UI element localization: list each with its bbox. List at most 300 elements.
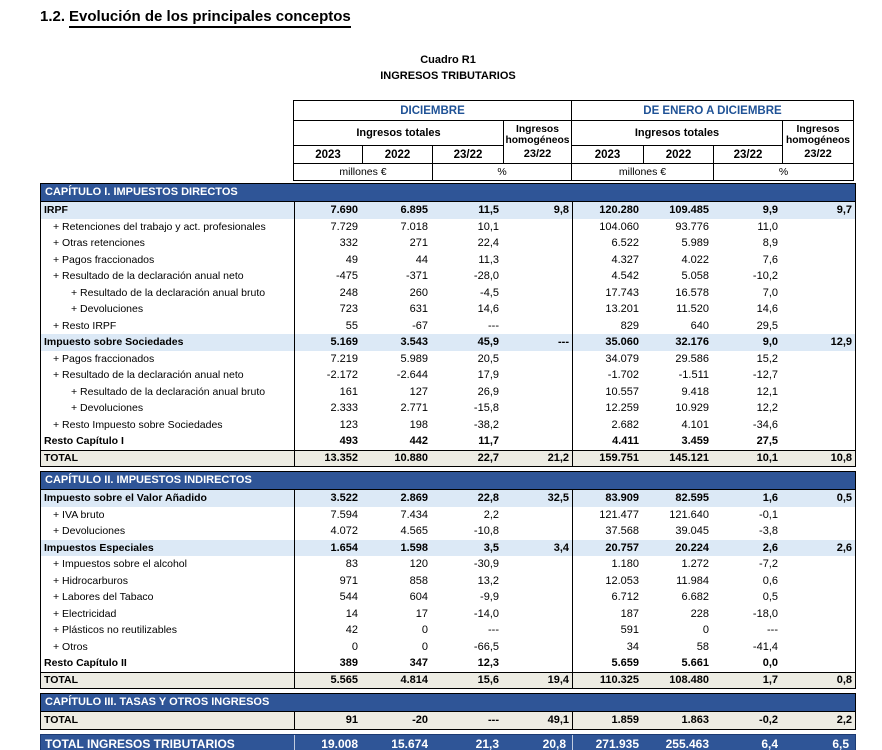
cell-value: 5.169 [330,336,358,349]
homogeneos-label: Ingresos homogéneos [785,123,851,147]
cell-value: 14,6 [477,303,499,316]
cell-value: 0,5 [762,591,778,604]
cell-value: 83.909 [605,492,639,505]
cell-value: --- [488,624,499,637]
section-header: CAPÍTULO III. TASAS Y OTROS INGRESOS [41,694,855,712]
cell-value: 49 [345,253,358,266]
grand-total-value: 6,5 [832,737,849,750]
cell-value: -0,2 [759,714,778,727]
row-label: + Hidrocarburos [41,573,295,590]
cell-value: 1.598 [400,541,428,554]
cell-value: 110.325 [599,674,639,687]
cell-value [505,507,573,524]
cell-value: 7.219 [330,352,358,365]
cell-value: 1.180 [611,558,639,571]
table-row [41,672,855,689]
cell-value: 7.018 [400,220,428,233]
table-row [41,384,855,401]
cell-value: 37.568 [605,525,639,538]
cell-value [505,433,573,450]
cell-value: 9,7 [836,204,852,217]
year-header-2022: 2022 [363,146,433,164]
cell-value: 347 [409,657,428,670]
table-caption-line2: INGRESOS TRIBUTARIOS [380,70,516,82]
cell-value: 161 [339,385,358,398]
grand-total-row [40,734,856,750]
cell-value: -1.511 [678,369,709,382]
table-caption [40,52,856,84]
cell-value [784,252,855,269]
cell-value [505,655,573,672]
row-label: + Impuestos sobre el alcohol [41,556,295,573]
cell-value [784,384,855,401]
grand-total-value: 255.463 [665,737,709,750]
cell-value [784,318,855,335]
cell-value: 20,5 [477,352,499,365]
cell-value [505,252,573,269]
table-row [41,367,855,384]
row-label: + Resto Impuesto sobre Sociedades [41,417,295,434]
cell-value [784,301,855,318]
cell-value: 11,3 [478,253,499,266]
cell-value [505,417,573,434]
cell-value: 4.101 [681,418,709,431]
cell-value: -2.644 [396,369,428,382]
cell-value: 1.859 [611,714,639,727]
cell-value: 11,5 [478,204,499,217]
cell-value: 829 [620,319,639,332]
cell-value: 22,7 [477,452,499,465]
cell-value: --- [488,714,499,727]
grand-total-value: 6,4 [761,737,778,750]
cell-value: -9,9 [480,591,499,604]
cell-value: 4.072 [330,525,358,538]
cell-value: 493 [339,435,358,448]
row-label: Resto Capítulo II [41,655,295,672]
year-header-2023: 2023 [572,146,644,164]
cell-value [505,556,573,573]
cell-value [505,219,573,236]
cell-value: 9,8 [505,202,573,219]
table-row [41,285,855,302]
cell-value: -41,4 [752,640,778,653]
unit-header-millones: millones € [294,164,433,181]
cell-value: -18,0 [752,607,778,620]
cell-value: 0 [421,640,428,653]
cell-value: 44 [415,253,428,266]
cell-value: 591 [620,624,639,637]
cell-value [784,507,855,524]
row-label: + Pagos fraccionados [41,252,295,269]
cell-value [505,285,573,302]
subheader-ingresos-totales: Ingresos totales [572,121,783,146]
grand-total-value: 271.935 [595,737,639,750]
cell-value: 29,5 [756,319,778,332]
cell-value: 8,9 [762,237,778,250]
cell-value: 3.543 [400,336,428,349]
cell-value: 10.929 [675,402,709,415]
cell-value: -12,7 [752,369,778,382]
cell-value: 1.654 [330,541,358,554]
unit-header-percent: % [433,164,572,181]
cell-value [505,606,573,623]
cell-value: 2,2 [483,508,499,521]
cell-value: 5.661 [681,657,709,670]
cell-value [505,351,573,368]
table-section [40,471,856,689]
cell-value [505,235,573,252]
cell-value [784,573,855,590]
cell-value: 108.480 [669,674,709,687]
grand-total-value: 21,3 [475,737,499,750]
cell-value: 123 [339,418,358,431]
cell-value [505,384,573,401]
cell-value [505,622,573,639]
cell-value: 34.079 [605,352,639,365]
cell-value: 260 [409,286,428,299]
cell-value: 9.418 [681,385,709,398]
cell-value: 0 [702,624,709,637]
table-row [41,417,855,434]
cell-value: 55 [345,319,358,332]
row-label: Impuesto sobre el Valor Añadido [41,490,295,507]
cell-value: 12,1 [756,385,778,398]
cell-value: -371 [405,270,428,283]
row-label: + Resultado de la declaración anual bruto [41,285,295,302]
cell-value: 5.659 [611,657,639,670]
grand-total-value: 19.008 [321,737,358,750]
cell-value [784,367,855,384]
cell-value [505,523,573,540]
cell-value: --- [767,624,778,637]
cell-value: -3,8 [759,525,778,538]
cell-value: 187 [620,607,639,620]
cell-value: -66,5 [473,640,499,653]
cell-value: 248 [339,286,358,299]
row-label: TOTAL [41,673,295,689]
cell-value: 2.682 [611,418,639,431]
cell-value: 1,7 [762,674,778,687]
table-row [41,219,855,236]
table-caption-line1: Cuadro R1 [420,54,476,66]
table-row [41,655,855,672]
table-row [41,433,855,450]
cell-value [505,639,573,656]
cell-value: 971 [339,574,358,587]
page-title [40,8,351,25]
cell-value: 12.053 [605,574,639,587]
cell-value: 4.327 [611,253,639,266]
cell-value: 11,0 [757,220,778,233]
cell-value: 7.434 [400,508,428,521]
cell-value: 15,6 [477,674,499,687]
cell-value: 0 [351,640,358,653]
cell-value: 9,0 [762,336,778,349]
cell-value [505,589,573,606]
row-label: + Plásticos no reutilizables [41,622,295,639]
cell-value: 121.477 [599,508,639,521]
row-label: + Devoluciones [41,301,295,318]
cell-value: 3,4 [505,540,573,557]
cell-value: 2,2 [836,714,852,727]
cell-value: 12,3 [477,657,499,670]
grand-total-value: 15.674 [391,737,428,750]
cell-value: 4.542 [611,270,639,283]
cell-value [784,606,855,623]
cell-value: 12,9 [830,336,852,349]
table-row [41,400,855,417]
cell-value: -30,9 [473,558,499,571]
cell-value: 7.690 [330,204,358,217]
cell-value: 6.522 [611,237,639,250]
section-header: CAPÍTULO I. IMPUESTOS DIRECTOS [41,184,855,202]
cell-value: 4.411 [612,435,639,448]
cell-value: 7.729 [330,220,358,233]
cell-value: 121.640 [669,508,709,521]
column-group-enero-diciembre: DE ENERO A DICIEMBRE [572,101,854,121]
cell-value: 640 [690,319,709,332]
cell-value: 11.984 [676,574,709,587]
cell-value: 14 [345,607,358,620]
table-row [41,712,855,729]
cell-value: -38,2 [473,418,499,431]
table-row [41,556,855,573]
cell-value [784,417,855,434]
table-body [40,183,856,750]
table-row [41,523,855,540]
cell-value: 12,2 [756,402,778,415]
cell-value [784,639,855,656]
table-row [41,589,855,606]
cell-value: 15,2 [756,352,778,365]
cell-value: 10.880 [394,452,428,465]
row-label: + Devoluciones [41,400,295,417]
section-header: CAPÍTULO II. IMPUESTOS INDIRECTOS [41,472,855,490]
page-title-text: Evolución de los principales conceptos [69,8,351,28]
row-label: IRPF [41,202,295,219]
cell-value: 0,5 [836,492,852,505]
cell-value: -475 [335,270,358,283]
cell-value [784,268,855,285]
subheader-ingresos-homogeneos [783,121,854,164]
cell-value: 858 [409,574,428,587]
year-header-ratio: 23/22 [433,146,504,164]
table-row [41,622,855,639]
table-row [41,606,855,623]
cell-value: -7,2 [759,558,778,571]
cell-value [784,235,855,252]
cell-value: 17 [415,607,428,620]
cell-value: 83 [345,558,358,571]
grand-total-label: TOTAL INGRESOS TRIBUTARIOS [41,735,295,750]
cell-value: 34 [626,640,639,653]
cell-value: 5.565 [330,674,358,687]
row-label: Impuestos Especiales [41,540,295,557]
cell-value: -0,1 [759,508,778,521]
cell-value: -14,0 [473,607,499,620]
cell-value: 35.060 [605,336,639,349]
cell-value: 10,8 [830,452,852,465]
cell-value: 6.895 [400,204,428,217]
table-row [41,318,855,335]
cell-value: 0,0 [762,657,778,670]
cell-value: 442 [409,435,428,448]
table-row [41,252,855,269]
table-row [41,490,855,507]
cell-value [784,351,855,368]
cell-value: 58 [696,640,709,653]
table-row [41,202,855,219]
cell-value: 5.989 [400,352,428,365]
cell-value: 2.771 [400,402,428,415]
year-header-ratio: 23/22 [714,146,783,164]
cell-value: 32.176 [675,336,709,349]
table-row [41,334,855,351]
cell-value: 16.578 [675,286,709,299]
cell-value [784,622,855,639]
row-label: + Otras retenciones [41,235,295,252]
row-label: + Retenciones del trabajo y act. profesionales [41,219,295,236]
cell-value: 9,9 [762,204,778,217]
cell-value: 29.586 [675,352,709,365]
cell-value: 2,6 [762,541,778,554]
year-header-2023: 2023 [294,146,363,164]
row-label: + Resto IRPF [41,318,295,335]
cell-value: 145.121 [669,452,709,465]
cell-value: 723 [339,303,358,316]
cell-value: 39.045 [675,525,709,538]
cell-value: 32,5 [505,490,573,507]
row-label: + Devoluciones [41,523,295,540]
cell-value [784,285,855,302]
cell-value: 1.272 [681,558,709,571]
table-row [41,301,855,318]
table-row [41,450,855,467]
grand-total-value: 20,8 [505,735,573,750]
row-label: + Electricidad [41,606,295,623]
cell-value: -15,8 [473,402,499,415]
cell-value: 82.595 [675,492,709,505]
cell-value [784,523,855,540]
cell-value: 6.682 [681,591,709,604]
cell-value: 2.869 [400,492,428,505]
row-label: + IVA bruto [41,507,295,524]
cell-value: 22,8 [477,492,499,505]
table-row [41,235,855,252]
cell-value: -28,0 [473,270,499,283]
cell-value: 332 [339,237,358,250]
cell-value: 7.594 [330,508,358,521]
row-label: + Resultado de la declaración anual neto [41,367,295,384]
cell-value: 20.224 [675,541,709,554]
cell-value: 91 [345,714,358,727]
table-sections [40,183,856,730]
cell-value: 5.058 [681,270,709,283]
cell-value: 228 [690,607,709,620]
cell-value: 3.522 [330,492,358,505]
row-label: + Resultado de la declaración anual bruto [41,384,295,401]
subheader-ingresos-homogeneos [504,121,572,164]
cell-value: 4.565 [400,525,428,538]
cell-value: 389 [339,657,358,670]
cell-value: 3,5 [483,541,499,554]
table-row [41,507,855,524]
cell-value: 120.280 [599,204,639,217]
cell-value: 14,6 [756,303,778,316]
cell-value: 198 [409,418,428,431]
unit-header-percent: % [714,164,854,181]
table-section [40,183,856,467]
table-row [41,639,855,656]
cell-value: 7,0 [762,286,778,299]
table-section [40,693,856,730]
cell-value: 1.863 [681,714,709,727]
cell-value: -10,8 [473,525,499,538]
cell-value: -67 [412,319,428,332]
cell-value: 26,9 [477,385,499,398]
table-row [41,268,855,285]
homogeneos-year: 23/22 [523,147,552,160]
cell-value: 127 [409,385,428,398]
page-title-number: 1.2. [40,8,66,25]
cell-value: --- [505,334,573,351]
cell-value [505,367,573,384]
row-label: TOTAL [41,712,295,729]
cell-value: 42 [345,624,358,637]
cell-value: 93.776 [675,220,709,233]
cell-value: 2,6 [836,541,852,554]
cell-value: -34,6 [752,418,778,431]
cell-value: 19,4 [505,673,573,689]
cell-value: 104.060 [599,220,639,233]
cell-value: 271 [409,237,428,250]
cell-value [505,573,573,590]
subheader-ingresos-totales: Ingresos totales [294,121,504,146]
row-label: + Labores del Tabaco [41,589,295,606]
table-row [41,351,855,368]
cell-value: 2.333 [330,402,358,415]
cell-value: 6.712 [611,591,639,604]
unit-header-millones: millones € [572,164,714,181]
cell-value: 4.814 [400,674,428,687]
cell-value [784,433,855,450]
cell-value: 120 [409,558,428,571]
cell-value: -10,2 [752,270,778,283]
cell-value: 0 [421,624,428,637]
cell-value: 27,5 [756,435,778,448]
table-row [41,540,855,557]
cell-value: 12.259 [605,402,639,415]
cell-value: 13,2 [477,574,499,587]
cell-value [505,268,573,285]
year-header-2022: 2022 [644,146,714,164]
cell-value: 7,6 [762,253,778,266]
cell-value: 17,9 [477,369,499,382]
cell-value: --- [488,319,499,332]
cell-value: -20 [412,714,428,727]
cell-value: -1.702 [607,369,639,382]
cell-value: 20.757 [605,541,639,554]
cell-value: 4.022 [681,253,709,266]
cell-value: 159.751 [599,452,639,465]
cell-value [505,400,573,417]
cell-value: 5.989 [681,237,709,250]
row-label: + Pagos fraccionados [41,351,295,368]
cell-value: 604 [409,591,428,604]
row-label: TOTAL [41,451,295,467]
cell-value: 10,1 [756,452,778,465]
column-group-diciembre: DICIEMBRE [294,101,572,121]
